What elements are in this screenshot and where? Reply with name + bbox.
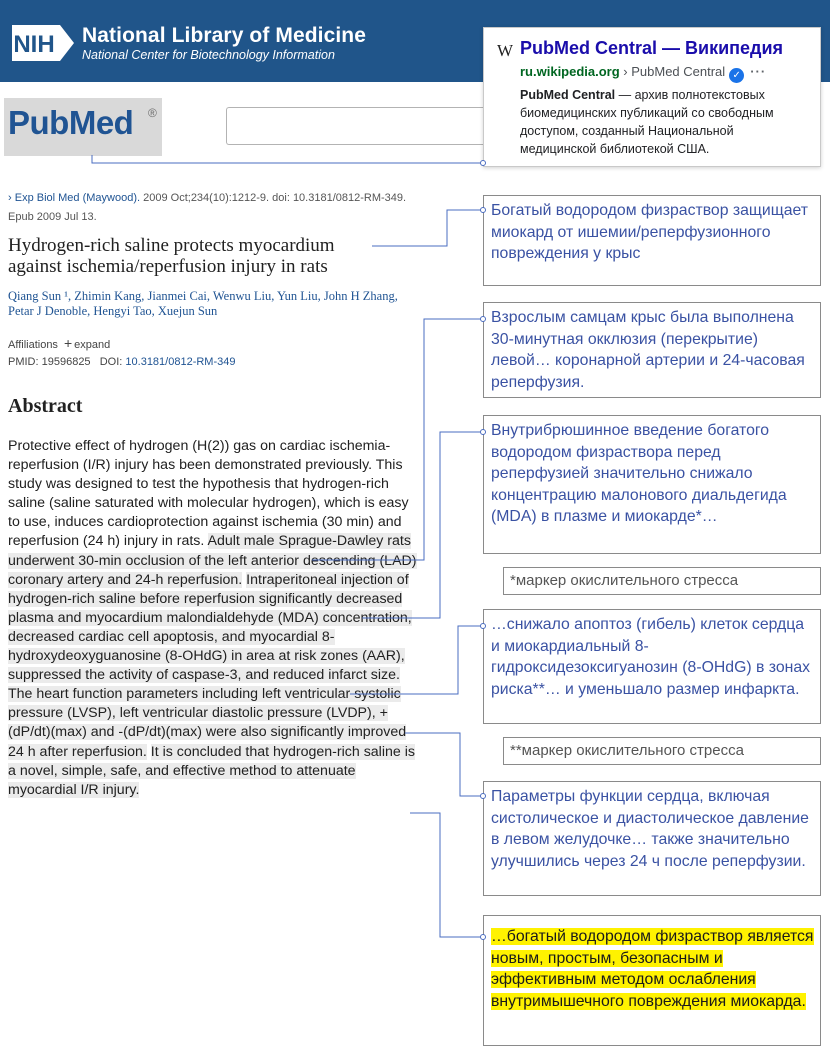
wiki-snippet-bold: PubMed Central [520, 88, 616, 102]
affiliations-label: Affiliations [8, 339, 58, 351]
abstract-text [8, 437, 418, 800]
nih-title[interactable]: National Library of Medicine [82, 24, 367, 47]
pmid: PMID: 19596825 [8, 356, 91, 368]
wikipedia-icon: W [497, 41, 514, 60]
wiki-url-crumb: › PubMed Central [619, 64, 726, 79]
verified-check-icon: ✓ [729, 68, 744, 83]
abstract-part-function: The heart function parameters including left ventricular systolic pressure (LVSP), left ventricular diastolic pressure (LVDP), +(dP/dt)(max) and -(dP/dt)(max) were also significantly improved 24 h after reperfusion. [8, 686, 407, 760]
nih-subtitle: National Center for Biotechnology Information [82, 48, 335, 62]
affiliations-row [8, 335, 110, 351]
citation-details: 2009 Oct;234(10):1212-9. doi: 10.3181/0812-RM-349. [140, 192, 407, 204]
plus-icon[interactable]: + [63, 335, 73, 351]
article-title: Hydrogen-rich saline protects myocardium against ischemia/reperfusion injury in rats [8, 235, 335, 277]
pubmed-logo-right: Med [68, 104, 134, 141]
pubmed-logo[interactable] [8, 104, 157, 142]
wiki-result-url[interactable] [520, 64, 766, 83]
footnote-oxidative-1: *маркер окислительного стресса [503, 567, 821, 595]
annotation-heart-function: Параметры функции сердца, включая систолическое и диастолическое давление в левом желудочке… также значительно улучшились через 24 ч после реперфузии. [483, 781, 821, 896]
nih-logo-icon[interactable] [12, 25, 74, 61]
citation-line [8, 189, 468, 227]
abstract-part-conclusion: It is concluded that hydrogen-rich saline is a novel, simple, safe, and effective method to attenuate myocardial I/R injury. [8, 743, 415, 798]
nih-logo-text: NIH [13, 31, 55, 58]
connector-conclusion [410, 813, 483, 937]
footnote-oxidative-2: **маркер окислительного стресса [503, 737, 821, 765]
wiki-url-domain: ru.wikipedia.org [520, 64, 620, 79]
abstract-part-intro: Protective effect of hydrogen (H(2)) gas on cardiac ischemia-reperfusion (I/R) injury has been demonstrated previously. This study was designed to test the hypothesis that hydrogen-rich saline (saline saturated with molecular hydrogen), which is easy to use, induces cardioprotection against ischemia (30 min) and reperfusion (24 h) injury in rats. [8, 438, 409, 550]
annotation-conclusion [483, 915, 821, 1046]
pubmed-logo-left: Pub [8, 104, 69, 141]
annotation-title: Богатый водородом физраствор защищает миокард от ишемии/реперфузионного повреждения у крыс [483, 195, 821, 286]
wiki-result-title[interactable]: PubMed Central — Википедия [520, 38, 784, 58]
annotation-mda: Внутрибрюшинное введение богатого водородом физраствора перед реперфузией значительно снижало концентрацию малонового диальдегида (MDA) в плазме и миокарде*… [483, 415, 821, 554]
wiki-result-snippet [520, 86, 812, 158]
wiki-snippet-rest: — архив полнотекстовых биомедицинских публикаций со свободным доступом, созданный Национальной медицинской библиотекой США. [520, 88, 774, 156]
doi-link[interactable]: 10.3181/0812-RM-349 [125, 356, 236, 368]
abstract-part-methods: Adult male Sprague-Dawley rats underwent 30-min occlusion of the left anterior descending (LAD) coronary artery and 24-h reperfusion. [8, 533, 417, 588]
identifier-row [8, 356, 235, 368]
wikipedia-search-card [483, 27, 821, 167]
more-options-icon[interactable]: ··· [750, 64, 767, 79]
abstract-part-results: Intraperitoneal injection of hydrogen-rich saline before reperfusion significantly decreased plasma and myocardium malondialdehyde (MDA) concentration, decreased cardiac cell apoptosis, and myocardial 8-hydroxydeoxyguanosine (8-OHdG) in area at risk zones (AAR), suppressed the activity of caspase-3, and reduced infarct size. [8, 571, 412, 684]
doi-label: DOI: [99, 356, 126, 368]
epub-date: Epub 2009 Jul 13. [8, 211, 97, 223]
annotation-apoptosis: …снижало апоптоз (гибель) клеток сердца и миокардиальный 8-гидроксидезоксигуанозин (8-OHdG) в зонах риска**… и уменьшало размер инфаркта. [483, 609, 821, 724]
search-input[interactable] [226, 107, 488, 145]
registered-mark: ® [148, 106, 157, 120]
author-list[interactable]: Qiang Sun ¹, Zhimin Kang, Jianmei Cai, Wenwu Liu, Yun Liu, John H Zhang, Petar J Denoble, Hengyi Tao, Xuejun Sun [8, 289, 398, 318]
annotation-conclusion-text: …богатый водородом физраствор является новым, простым, безопасным и эффективным методом ослабления внутримышечного повреждения миокарда. [491, 928, 814, 1010]
connector-wiki [92, 155, 483, 163]
annotation-methods: Взрослым самцам крыс была выполнена 30-минутная окклюзия (перекрытие) левой… коронарной артерии и 24-часовая реперфузия. [483, 302, 821, 398]
chevron-right-icon: › [8, 192, 12, 204]
expand-link[interactable]: expand [74, 339, 111, 351]
journal-link[interactable]: Exp Biol Med (Maywood). [14, 192, 141, 204]
abstract-heading: Abstract [8, 395, 83, 417]
